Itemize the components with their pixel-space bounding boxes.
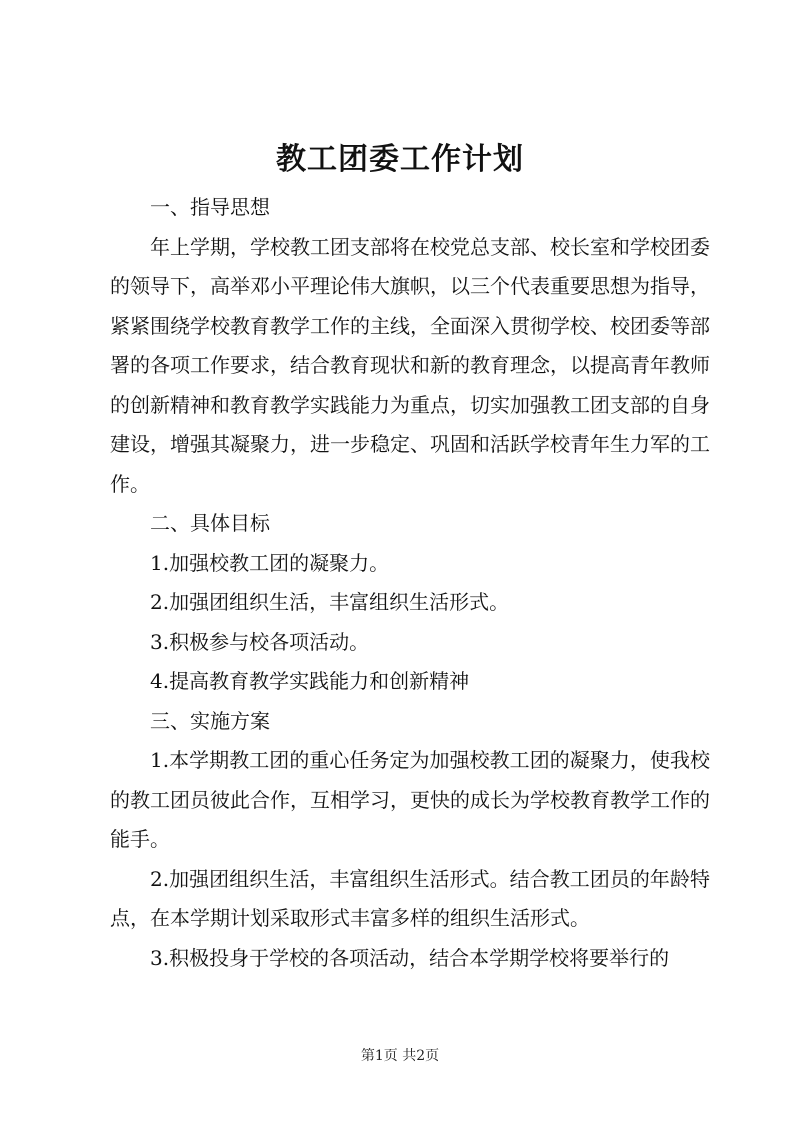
document-body — [110, 188, 710, 978]
goal-item-2: 2.加强团组织生活，丰富组织生活形式。 — [150, 590, 510, 614]
goal-item-3: 3.积极参与校各项活动。 — [150, 629, 370, 654]
heading-guiding-ideology: 一、指导思想 — [150, 195, 270, 219]
document-title: 教工团委工作计划 — [276, 142, 524, 177]
plan-item-2: 2.加强团组织生活，丰富组织生活形式。结合教工团员的年龄特点，在本学期计划采取形式丰富多样的组织生活形式。 — [110, 866, 710, 930]
plan-item-1: 1.本学期教工团的重心任务定为加强校教工团的凝聚力，使我校的教工团员彼此合作，互相学习，更快的成长为学校教育教学工作的能手。 — [110, 748, 710, 851]
page-number-footer: 第1页 共2页 — [360, 1048, 440, 1064]
heading-specific-goals: 二、具体目标 — [150, 511, 270, 535]
heading-implementation-plan: 三、实施方案 — [150, 708, 270, 733]
goal-item-4: 4.提高教育教学实践能力和创新精神 — [150, 669, 470, 693]
paragraph-guiding-ideology: 年上学期，学校教工团支部将在校党总支部、校长室和学校团委的领导下，高举邓小平理论伟大旗帜，以三个代表重要思想为指导，紧紧围绕学校教育教学工作的主线，全面深入贯彻学校、校团委等部署的各项工作要求，结合教育现状和新的教育理念，以提高青年教师的创新精神和教育教学实践能力为重点，切实加强教工团支部的自身建设，增强其凝聚力，进一步稳定、巩固和活跃学校青年生力军的工作。 — [110, 234, 710, 496]
plan-item-3: 3.积极投身于学校的各项活动，结合本学期学校将要举行的 — [150, 945, 670, 970]
goal-item-1: 1.加强校教工团的凝聚力。 — [150, 550, 390, 575]
